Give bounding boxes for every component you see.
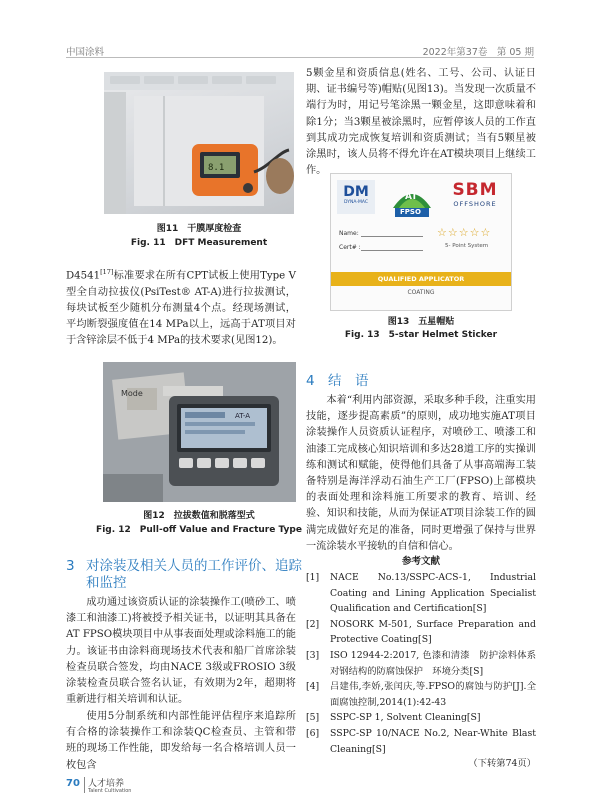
citation: [17]: [100, 268, 114, 276]
figure-13-caption-en: Fig. 13 5-star Helmet Sticker: [344, 330, 498, 340]
at-fpso-logo: [389, 178, 435, 218]
cert-label: Cert# :: [339, 244, 361, 251]
continued-note: （下转第74页）: [468, 758, 536, 769]
section-number: 3: [66, 558, 75, 574]
figure-13-caption-cn: 图13 五星帽贴: [387, 317, 455, 327]
section-number: 4: [306, 373, 315, 389]
references-title: 参考文献: [401, 556, 440, 567]
figure-11-caption-en: Fig. 11 DFT Measurement: [130, 238, 268, 248]
svg-text:Mode: Mode: [121, 389, 143, 398]
fpso-logo-text: FPSO: [400, 208, 421, 216]
figure-12-caption-cn: 图12 拉拔数值和脱落型式: [143, 511, 255, 521]
paragraph-certification: 成功通过该资质认证的涂装操作工(喷砂工、喷漆工和油漆工)将被授予相关证书，以证明其具备在AT FPSO模块项目中从事表面处理或涂料施工的能力。该证书由涂料商现场技术代表和船厂首席涂装检查员联合签发，均由NACE 3级或FROSIO 3级涂装检查员联合签名认证，有效期为2年，超期将重新进行相关培训和认证。: [66, 597, 296, 706]
name-line: [361, 236, 423, 237]
paragraph-text: 标准要求在所有CPT试板上使用Type Ⅴ型全自动拉拔仪(PsiTest® AT-A)进行拉拔测试，每块试板至少随机分布测量4个点。经现场测试，平均断裂强度值在14 MPa以上，远高于AT项目对于含锌涂层不低于4 MPa的技术要求(见图12)。: [66, 270, 296, 347]
paragraph-star-system: 5颗金星和资质信息(姓名、工号、公司、认证日期、证书编号等)帽贴(见图13)。当发现一次质量不端行为时，用记号笔涂黑一颗金星，这即意味着和除1分；当3颗星被涂黑时，应暂停该人员的工作直到其成功完成恢复培训和资质测试；当有5颗星被涂黑时，该人员将不得允许在AT模块项目上继续工作。: [306, 68, 536, 177]
reference-item: [4] 吕建伟,李娇,张闰庆,等.FPSO的腐蚀与防护[J].全面腐蚀控制,2014(1):42-43: [306, 681, 536, 708]
standard-ref: D4541: [66, 270, 101, 282]
reference-item: [1] NACE No.13/SSPC-ACS-1, Industrial Coating and Lining Application Specialist Qualification and Certification[S]: [306, 572, 536, 615]
five-stars: ☆☆☆☆☆: [437, 226, 492, 239]
page-number: 70: [66, 778, 80, 789]
paragraph-conclusion: 本着“利用内部资源，采取多种手段，注重实用技能，逐步提高素质”的原则，成功地实施AT项目涂装操作人员资质认证程序，对喷砂工、喷漆工和油漆工完成核心知识培训和多达28道工序的实操训练和测试和赋能，使得他们具备了从事高端海工装备特别是海洋浮动石油生产工厂(FPSO)上部模块的表面处理和涂料施工所要求的教育、培训、经验、知识和技能，从而为保证AT项目涂装工作的圆满完成做好充足的准备，同时更增强了保持与世界一流涂装水平接轨的自信和信心。: [306, 395, 536, 552]
svg-text:AT-A: AT-A: [235, 412, 251, 420]
references-list: [306, 570, 536, 757]
figure-11-photo: [104, 72, 294, 214]
figure-12-caption-en: Fig. 12 Pull-off Value and Fracture Type: [96, 525, 302, 535]
sbm-logo-text: SBM: [452, 180, 498, 200]
journal-name: 中国涂料: [66, 47, 105, 58]
reference-item: [2] NOSORK M-501, Surface Preparation and Protective Coating[S]: [306, 618, 536, 646]
issue-info: 2022年第37卷 第 05 期: [422, 47, 534, 58]
paragraph-pull-off-test: [66, 264, 296, 349]
sbm-logo: [445, 180, 505, 214]
name-label: Name:: [339, 230, 359, 237]
section-4-title: [306, 373, 369, 390]
dm-logo: [337, 180, 375, 214]
footer-divider: [84, 777, 85, 793]
dm-logo-text: DM: [343, 184, 369, 200]
sbm-logo-sub: OFFSHORE: [453, 200, 497, 208]
column-name-cn: 人才培养: [88, 779, 125, 789]
section-title: 结 语: [328, 373, 369, 389]
dm-logo-sub: DYNA-MAC: [344, 200, 368, 205]
figure-11-caption-cn: 图11 干膜厚度检查: [156, 224, 242, 234]
section-title-line1: 对涂装及相关人员的工作评价、追踪: [86, 558, 302, 574]
figure-13-sticker: [330, 173, 512, 311]
column-name-en: Talent Cultivation: [88, 788, 132, 794]
section-3-title: [66, 558, 302, 592]
reference-item: [3] ISO 12944-2:2017, 色漆和清漆 防护涂料体系对钢结构的防腐蚀保护 环境分类[S]: [306, 649, 536, 677]
svg-text:8.1: 8.1: [208, 163, 225, 173]
reference-item: [6] SSPC-SP 10/NACE No.2, Near-White Blast Cleaning[S]: [306, 727, 536, 755]
at-logo-text: AT: [405, 192, 418, 202]
qualified-banner: QUALIFIED APPLICATOR: [331, 272, 511, 286]
section-title-line2: 和监控: [86, 575, 127, 591]
point-system-label: 5- Point System: [445, 243, 489, 249]
header-divider: [66, 57, 534, 58]
reference-item: [5] SSPC-SP 1, Solvent Cleaning[S]: [306, 712, 481, 724]
figure-12-photo: [103, 362, 296, 502]
cert-line: [361, 250, 423, 251]
coating-banner: COATING: [407, 289, 435, 296]
paragraph-tracking: 使用5分制系统和内部性能评估程序来追踪所有合格的涂装操作工和涂装QC检查员、主管和带班的现场工作性能，即发给每一名合格培训人员一枚包含: [66, 711, 296, 771]
